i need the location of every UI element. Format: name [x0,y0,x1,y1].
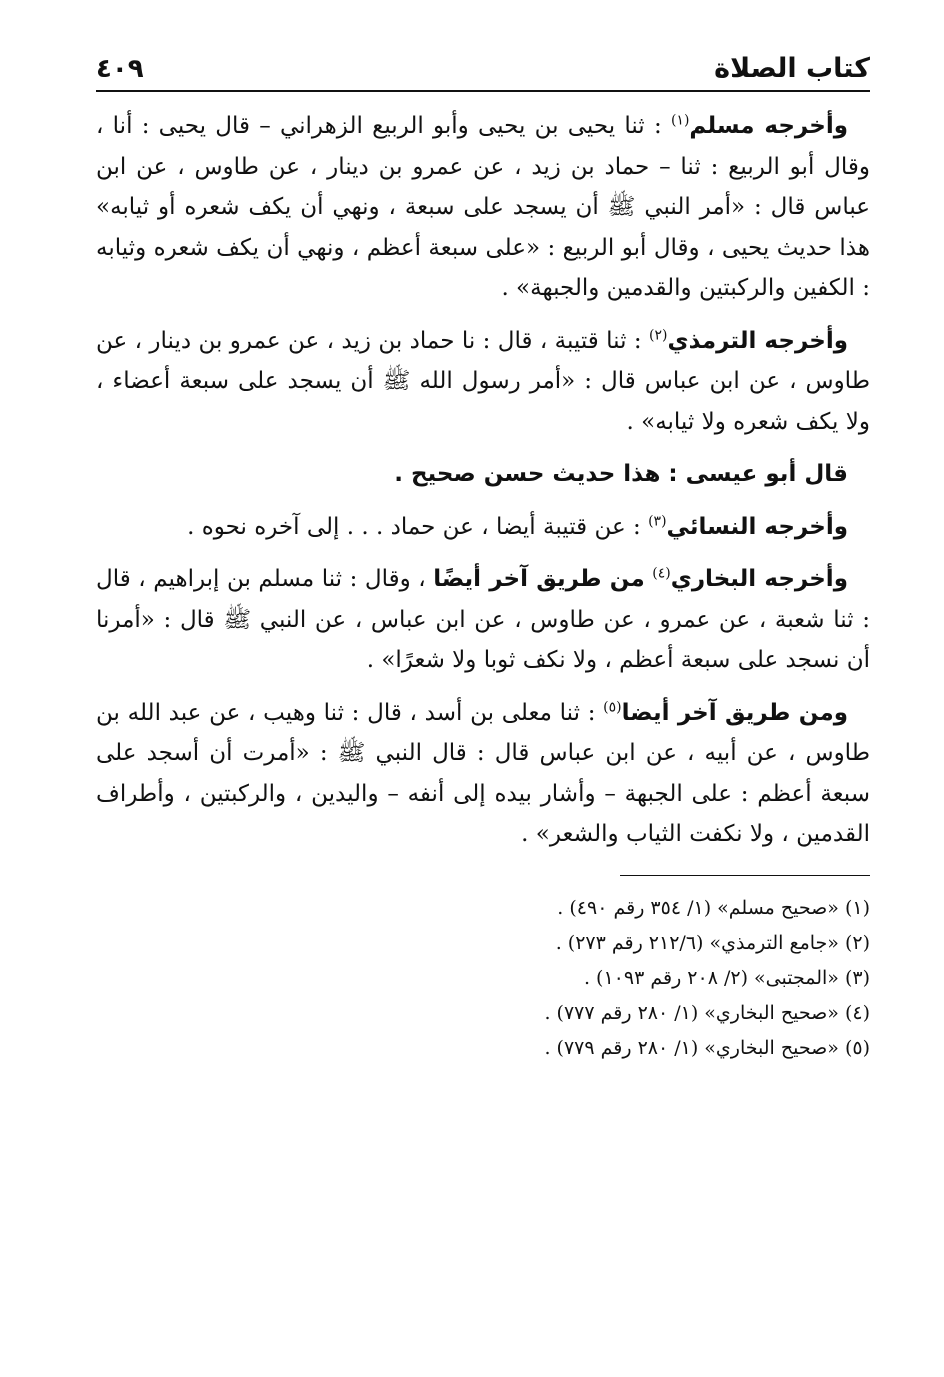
footnote: (٢) «جامع الترمذي» (٢١٢/٦ رقم ٢٧٣) . [555,931,870,954]
footnote-ref: (٢) [649,326,668,343]
footnote: (٥) «صحيح البخاري» (١/ ٢٨٠ رقم ٧٧٩) . [544,1036,870,1059]
chapter-title: كتاب الصلاة [714,53,870,84]
paragraph-text: : ثنا معلى بن أسد ، قال : ثنا وهيب ، عن عبد الله بن طاوس ، عن أبيه ، عن ابن عباس قال : قال النبي ﷺ : «أمرت أن أسجد على سبعة أعظم : على الجبهة – وأشار بيده إلى أنفه – واليدين ، والركبتين ، وأطراف القدمين ، ولا نكفت الثياب والشعر» . [96,699,870,847]
main-text [96,106,870,855]
paragraph-tirmidhi [96,321,870,443]
footnote: (٣) «المجتبى» (٢/ ٢٠٨ رقم ١٠٩٣) . [583,966,870,989]
footnote-ref: (٥) [603,698,622,715]
paragraph-nasai [96,507,870,548]
footnote-ref: (١) [670,112,690,129]
paragraph-text: : ثنا يحيى بن يحيى وأبو الربيع الزهراني – قال يحيى : أنا ، وقال أبو الربيع : ثنا – حماد بن زيد ، عن عمرو بن دينار ، عن طاوس ، عن ابن عباس قال : «أمر النبي ﷺ أن يسجد على سبعة ، ونهي أن يكف شعره أو ثيابه» هذا حديث يحيى ، وقال أبو الربيع : «على سبعة أعظم ، ونهي أن يكف شعره وثيابه : الكفين والركبتين والقدمين والجبهة» . [96,113,870,301]
footnote-ref: (٣) [648,512,667,529]
page-number: ٤٠٩ [96,54,144,84]
footnote-divider [620,875,870,876]
book-page [96,36,870,1067]
paragraph-text: : عن قتيبة أيضا ، عن حماد . . . إلى آخره نحوه . [187,513,641,540]
running-header [96,36,870,92]
source-lead: وأخرجه النسائي [666,513,848,540]
source-lead-secondary: من طريق آخر أيضًا [433,566,645,592]
paragraph-text: ، وقال : ثنا مسلم بن إبراهيم ، قال : ثنا شعبة ، عن عمرو ، عن طاوس ، عن ابن عباس ، عن النبي ﷺ قال : «أمرنا أن نسجد على سبعة أعظم ، ولا نكف ثوبا ولا شعرًا» . [96,566,870,673]
footnote-ref: (٤) [652,565,671,582]
paragraph-text: : ثنا قتيبة ، قال : نا حماد بن زيد ، عن عمرو بن دينار ، عن طاوس ، عن ابن عباس قال : «أمر رسول الله ﷺ أن يسجد على سبعة أعضاء ، ولا يكف شعره ولا ثيابه» . [96,327,870,435]
footnote: (١) «صحيح مسلم» (١/ ٣٥٤ رقم ٤٩٠) . [557,896,870,919]
paragraph-another-route [96,693,870,855]
footnotes-list [96,892,870,1064]
source-lead: وأخرجه مسلم [689,113,848,139]
paragraph-abu-isa: قال أبو عيسى : هذا حديث حسن صحيح . [394,461,848,487]
footnote: (٤) «صحيح البخاري» (١/ ٢٨٠ رقم ٧٧٧) . [544,1001,870,1024]
source-lead: وأخرجه الترمذي [667,327,849,354]
source-lead: ومن طريق آخر أيضا [621,699,849,726]
paragraph-muslim [96,106,870,309]
paragraph-bukhari [96,559,870,681]
source-lead: وأخرجه البخاري [670,566,848,592]
